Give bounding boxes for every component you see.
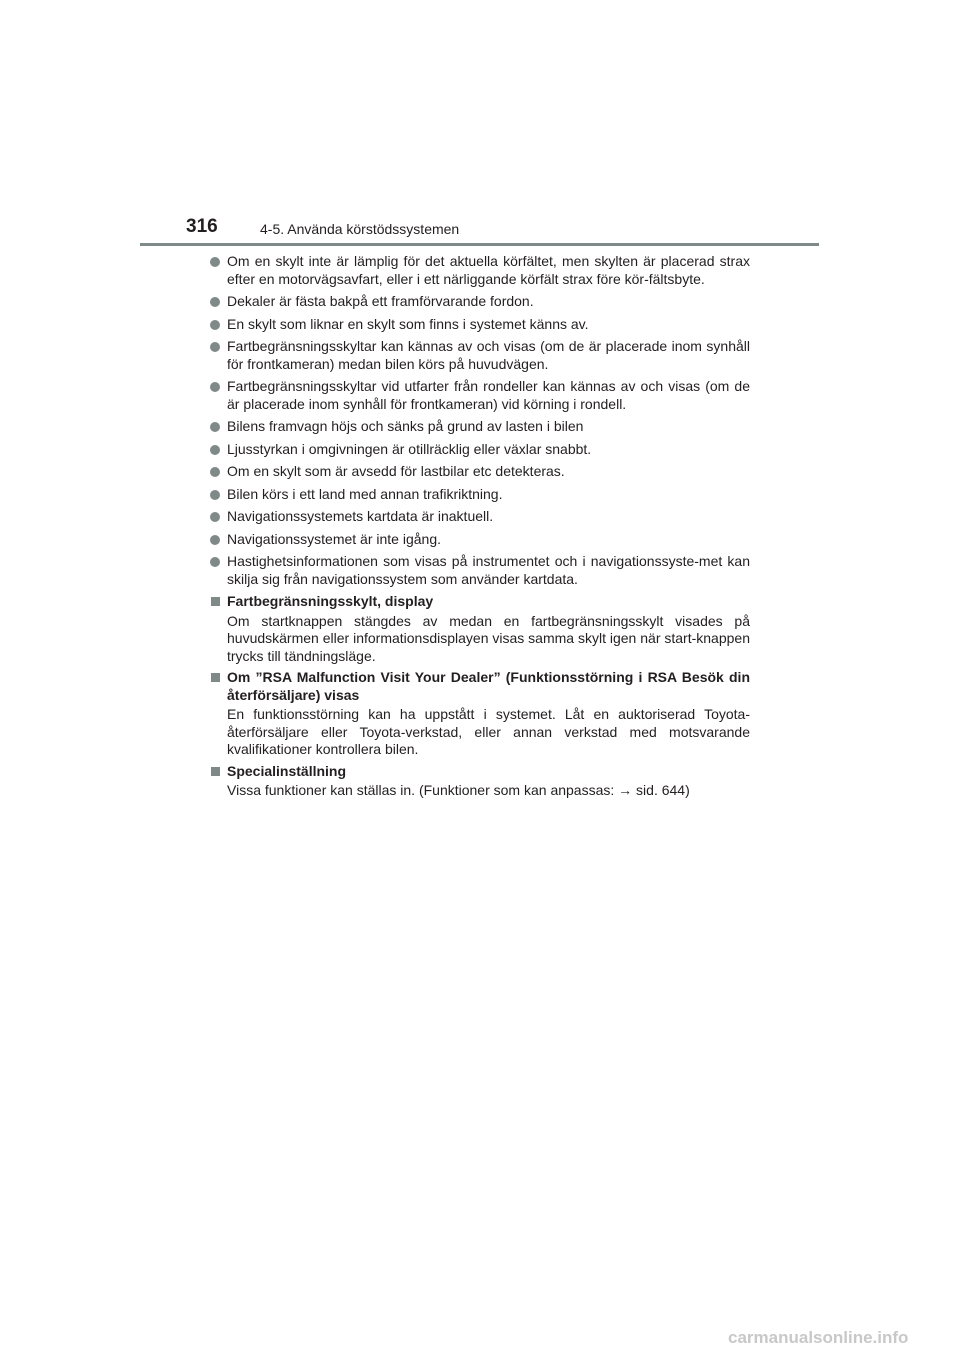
bullet-dot-icon xyxy=(210,535,220,545)
section-body: Om startknappen stängdes av medan en fartbegränsningsskylt visades på huvudskärmen eller informationsdisplayen visas samma skylt igen när start-knappen trycks till tändningsläge. xyxy=(227,612,750,664)
bullet-text: En skylt som liknar en skylt som finns i systemet känns av. xyxy=(227,315,589,332)
bullet-item xyxy=(210,253,750,288)
bullet-text: Om en skylt som är avsedd för lastbilar etc detekteras. xyxy=(227,463,565,479)
section-body: En funktionsstörning kan ha uppstått i systemet. Låt en auktoriserad Toyota-återförsäljare eller Toyota-verkstad, eller annan verkstad med motsvarande kvalifikationer kontrollera bilen. xyxy=(227,706,750,757)
bullet-dot-icon xyxy=(210,297,220,307)
bullet-text: Navigationssystemet är inte igång. xyxy=(227,530,441,547)
bullet-text: Om en skylt inte är lämplig för det aktuella körfältet, men skylten är placerad strax efter en motorvägsavfart, eller i ett närliggande körfält strax före kör-fältsbyte. xyxy=(227,253,750,287)
header-divider xyxy=(140,243,819,246)
bullet-text: Fartbegränsningsskyltar vid utfarter från rondeller kan kännas av och visas (om de är placerade inom synhåll för frontkameran) vid körning i rondell. xyxy=(227,378,750,412)
bullet-dot-icon xyxy=(210,557,220,567)
section-malfunction xyxy=(210,669,750,759)
bullet-dot-icon xyxy=(210,320,220,330)
bullet-text: Hastighetsinformationen som visas på instrumentet och i navigationssyste-met kan skilja sig från navigationssystem som använder kartdata. xyxy=(227,553,750,587)
bullet-text: Bilen körs i ett land med annan trafikriktning. xyxy=(227,485,503,502)
bullet-text: Dekaler är fästa bakpå ett framförvarande fordon. xyxy=(227,293,534,309)
section-heading: Fartbegränsningsskylt, display xyxy=(227,593,434,609)
bullet-text: Bilens framvagn höjs och sänks på grund av lasten i bilen xyxy=(227,418,584,434)
page-number: 316 xyxy=(186,216,218,237)
section-title: 4-5. Använda körstödssystemen xyxy=(260,221,460,237)
bullet-item xyxy=(210,553,750,588)
bullet-dot-icon xyxy=(210,342,220,352)
section-square-icon xyxy=(211,767,220,776)
section-heading: Specialinställning xyxy=(227,762,347,779)
bullet-item xyxy=(210,441,750,459)
bullet-item xyxy=(210,508,750,526)
section-heading: Om ”RSA Malfunction Visit Your Dealer” (Funktionsstörning i RSA Besök din återförsäljare) visas xyxy=(227,669,750,703)
bullet-dot-icon xyxy=(210,490,220,500)
bullet-dot-icon xyxy=(210,467,220,477)
main-content xyxy=(210,253,750,804)
bullet-item xyxy=(210,418,750,436)
bullet-item xyxy=(210,486,750,504)
bullet-text: Navigationssystemets kartdata är inaktuell. xyxy=(227,508,494,524)
bullet-text: Ljusstyrkan i omgivningen är otillräcklig eller växlar snabbt. xyxy=(227,440,592,457)
section-body: Vissa funktioner kan ställas in. (Funktioner som kan anpassas: → sid. 644) xyxy=(227,782,690,798)
bullet-item xyxy=(210,338,750,373)
section-display xyxy=(210,593,750,665)
bullet-item xyxy=(210,293,750,311)
bullet-item xyxy=(210,531,750,549)
bullet-dot-icon xyxy=(210,512,220,522)
section-customization xyxy=(210,763,750,800)
bullet-text: Fartbegränsningsskyltar kan kännas av och visas (om de är placerade inom synhåll för frontkameran) medan bilen körs på huvudvägen. xyxy=(227,338,750,372)
watermark: carmanualsonline.info xyxy=(728,1328,909,1347)
bullet-item xyxy=(210,463,750,481)
bullet-item xyxy=(210,316,750,334)
bullet-dot-icon xyxy=(210,422,220,432)
page-header xyxy=(182,216,822,244)
section-square-icon xyxy=(211,597,220,606)
bullet-item xyxy=(210,378,750,413)
bullet-dot-icon xyxy=(210,382,220,392)
bullet-dot-icon xyxy=(210,445,220,455)
bullet-dot-icon xyxy=(210,257,220,267)
section-square-icon xyxy=(211,673,220,682)
